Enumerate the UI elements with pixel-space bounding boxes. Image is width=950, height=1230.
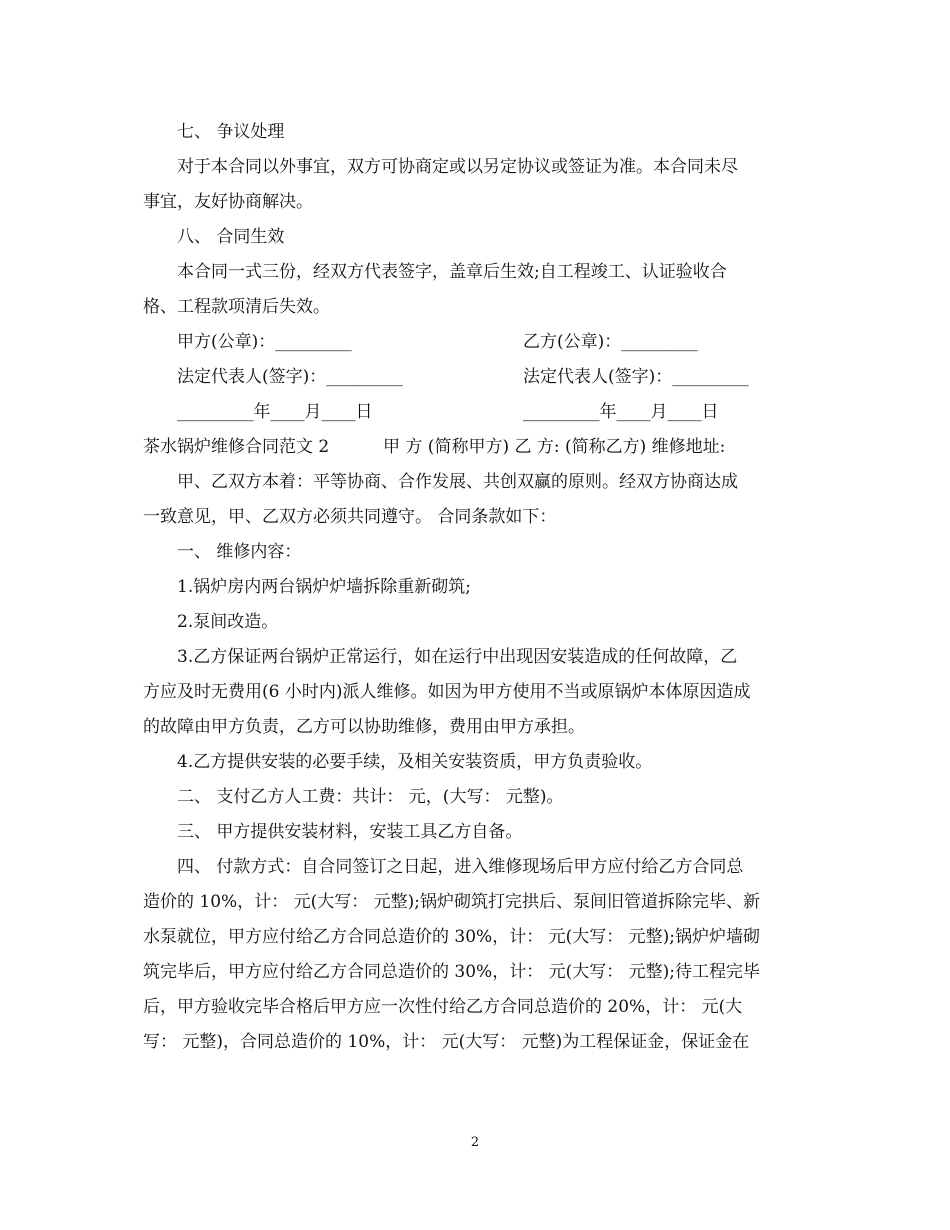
section-heading: 八、 合同生效 xyxy=(177,227,285,247)
signature-row-seal xyxy=(143,325,808,360)
list-item: 4.乙方提供安装的必要手续，及相关安装资质，甲方负责验收。 xyxy=(177,752,653,772)
paragraph-line: 筑完毕后，甲方应付给乙方合同总造价的 30%，计： 元(大写： 元整);待工程完毕 xyxy=(143,962,760,982)
section-heading: 七、 争议处理 xyxy=(177,122,285,142)
party-a-date: _________年____月____日 xyxy=(177,402,373,422)
paragraph-line: 甲、乙双方本着：平等协商、合作发展、共创双赢的原则。经双方协商达成 xyxy=(177,472,738,492)
page-number: 2 xyxy=(470,1135,480,1150)
paragraph-line: 对于本合同以外事宜，双方可协商定或以另定协议或签证为准。本合同未尽 xyxy=(177,157,738,177)
party-b-seal: 乙方(公章)：_________ xyxy=(523,332,698,352)
party-b-representative: 法定代表人(签字)：_________ xyxy=(523,367,749,387)
party-b-date: _________年____月____日 xyxy=(523,402,719,422)
section-heading: 一、 维修内容： xyxy=(177,542,302,562)
paragraph-line: 的故障由甲方负责，乙方可以协助维修，费用由甲方承担。 xyxy=(143,717,585,737)
signature-row-representative xyxy=(143,360,808,395)
party-a-representative: 法定代表人(签字)：_________ xyxy=(177,367,403,387)
list-item: 1.锅炉房内两台锅炉炉墙拆除重新砌筑; xyxy=(177,577,471,597)
list-item: 3.乙方保证两台锅炉正常运行，如在运行中出现因安装造成的任何故障，乙 xyxy=(177,647,738,667)
paragraph-line: 方应及时无费用(6 小时内)派人维修。如因为甲方使用不当或原锅炉本体原因造成 xyxy=(143,682,751,702)
document-body xyxy=(143,115,808,1060)
section-heading: 三、 甲方提供安装材料，安装工具乙方自备。 xyxy=(177,822,523,842)
paragraph-line: 水泵就位，甲方应付给乙方合同总造价的 30%，计： 元(大写： 元整);锅炉炉墙砌 xyxy=(143,927,760,947)
list-item: 2.泵间改造。 xyxy=(177,612,279,632)
paragraph-line: 一致意见，甲、乙双方必须共同遵守。 合同条款如下： xyxy=(143,507,557,527)
party-a-seal: 甲方(公章)：_________ xyxy=(177,332,352,352)
paragraph-line: 格、工程款项清后失效。 xyxy=(143,297,330,317)
paragraph-line: 后，甲方验收完毕合格后甲方应一次性付给乙方合同总造价的 20%，计： 元(大 xyxy=(143,997,743,1017)
paragraph-line: 本合同一式三份，经双方代表签字，盖章后生效;自工程竣工、认证验收合 xyxy=(177,262,727,282)
section-heading: 二、 支付乙方人工费：共计： 元，(大写： 元整)。 xyxy=(177,787,564,807)
signature-row-date xyxy=(143,395,808,430)
document-title: 茶水锅炉维修合同范文 2 xyxy=(143,437,330,457)
paragraph-line: 写： 元整)，合同总造价的 10%，计： 元(大写： 元整)为工程保证金，保证金在 xyxy=(143,1032,750,1052)
parties-line: 甲 方 (简称甲方) 乙 方: (简称乙方) 维修地址: xyxy=(383,437,726,457)
document-title-line xyxy=(143,430,808,465)
paragraph-line: 造价的 10%，计： 元(大写： 元整);锅炉砌筑打完拱后、泵间旧管道拆除完毕、新 xyxy=(143,892,760,912)
section-heading: 四、 付款方式：自合同签订之日起，进入维修现场后甲方应付给乙方合同总 xyxy=(177,857,744,877)
paragraph-line: 事宜，友好协商解决。 xyxy=(143,192,313,212)
